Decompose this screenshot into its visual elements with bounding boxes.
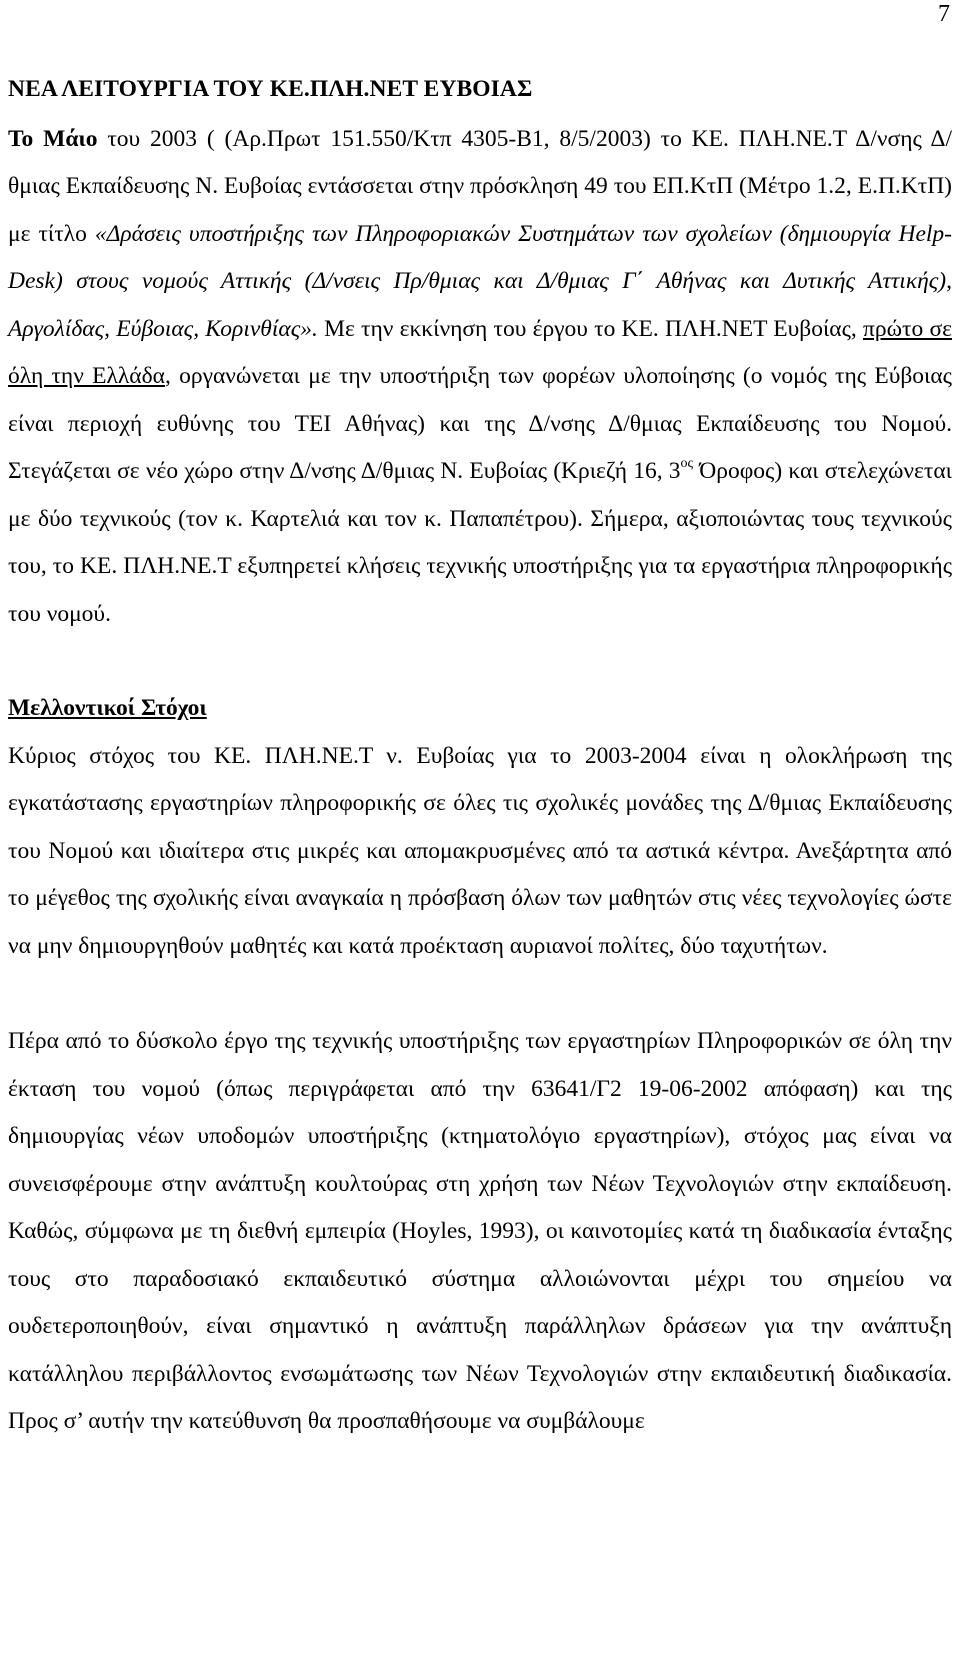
intro-text-c: , οργανώνεται με την υποστήριξη των φορέων υλοποίησης (ο νομός της Εύβοιας είναι περιοχή ευθύνης του ΤΕΙ Αθήνας) και της Δ/νσης Δ/θμιας Εκπαίδευσης του Νομού. Στεγάζεται σε νέο χώρο στην Δ/νσης Δ/θμιας Ν. Ευβοίας (Κριεζή 16, 3 xyxy=(8,363,952,484)
section-title: ΝΕΑ ΛΕΙΤΟΥΡΓΙΑ ΤΟΥ ΚΕ.ΠΛΗ.ΝΕΤ ΕΥΒΟΙΑΣ xyxy=(8,76,533,102)
intro-paragraph xyxy=(8,116,952,639)
floor-superscript: ος xyxy=(680,456,694,471)
page-number: 7 xyxy=(938,1,950,27)
document-body xyxy=(8,66,952,1446)
first-in-greece-underlined: πρώτο σε όλη την Ελλάδα xyxy=(8,315,952,389)
intro-text-b: Με την εκκίνηση του έργου το ΚΕ. ΠΛΗ.ΝΕΤ Ευβοίας, xyxy=(317,315,863,342)
intro-text-a: του 2003 ( (Αρ.Πρωτ 151.550/Κτπ 4305-Β1, 8/5/2003) το ΚΕ. ΠΛΗ.ΝΕ.Τ Δ/νσης Δ/θμιας Εκπαίδευσης Ν. Ευβοίας εντάσσεται στην πρόσκληση 49 του ΕΠ.ΚτΠ (Μέτρο 1.2, Ε.Π.ΚτΠ) με τίτλο xyxy=(8,125,952,247)
intro-text-d: Όροφος) και στελεχώνεται με δύο τεχνικούς (τον κ. Καρτελιά και τον κ. Παπαπέτρου). Σήμερα, αξιοποιώντας τους τεχνικούς του, το ΚΕ. ΠΛΗ.ΝΕ.Τ εξυπηρετεί κλήσεις τεχνικής υποστήριξης για τα εργαστήρια πληροφορικής του νομού. xyxy=(8,458,952,627)
project-title-italic: «Δράσεις υποστήριξης των Πληροφοριακών Συστημάτων των σχολείων (δημιουργία Help-Desk) στους νομούς Αττικής (Δ/νσεις Πρ/θμιας και Δ/θμιας Γ΄ Αθήνας και Δυτικής Αττικής), Αργολίδας, Εύβοιας, Κορινθίας». xyxy=(8,220,952,342)
intro-bold-start: Το Μάιο xyxy=(8,125,98,152)
goals-paragraph-1: Κύριος στόχος του ΚΕ. ΠΛΗ.ΝΕ.Τ ν. Ευβοίας για το 2003-2004 είναι η ολοκλήρωση της εγκατάστασης εργαστηρίων πληροφορικής σε όλες τις σχολικές μονάδες της Δ/θμιας Εκπαίδευσης του Νομού και ιδιαίτερα στις μικρές και απομακρυσμένες από τα αστικά κέντρα. Ανεξάρτητα από το μέγεθος της σχολικής είναι αναγκαία η πρόσβαση όλων των μαθητών στις νέες τεχνολογίες ώστε να μην δημιουργηθούν μαθητές και κατά προέκταση αυριανοί πολίτες, δύο ταχυτήτων. xyxy=(8,742,952,959)
future-goals-title: Μελλοντικοί Στόχοι xyxy=(8,695,207,721)
goals-paragraph-2: Πέρα από το δύσκολο έργο της τεχνικής υποστήριξης των εργαστηρίων Πληροφορικών σε όλη την έκταση του νομού (όπως περιγράφεται από την 63641/Γ2 19-06-2002 απόφαση) και της δημιουργίας νέων υποδομών υποστήριξης (κτηματολόγιο εργαστηρίων), στόχος μας είναι να συνεισφέρουμε στην ανάπτυξη κουλτούρας στη χρήση των Νέων Τεχνολογιών στην εκπαίδευση. Καθώς, σύμφωνα με τη διεθνή εμπειρία (Hoyles, 1993), οι καινοτομίες κατά τη διαδικασία ένταξης τους στο παραδοσιακό εκπαιδευτικό σύστημα αλλοιώνονται μέχρι του σημείου να ουδετεροποιηθούν, είναι σημαντικό η ανάπτυξη παράλληλων δράσεων για την ανάπτυξη κατάλληλου περιβάλλοντος ενσωμάτωσης των Νέων Τεχνολογιών στην εκπαιδευτική διαδικασία. Προς σ’ αυτήν την κατεύθυνση θα προσπαθήσουμε να συμβάλουμε xyxy=(8,1028,952,1434)
